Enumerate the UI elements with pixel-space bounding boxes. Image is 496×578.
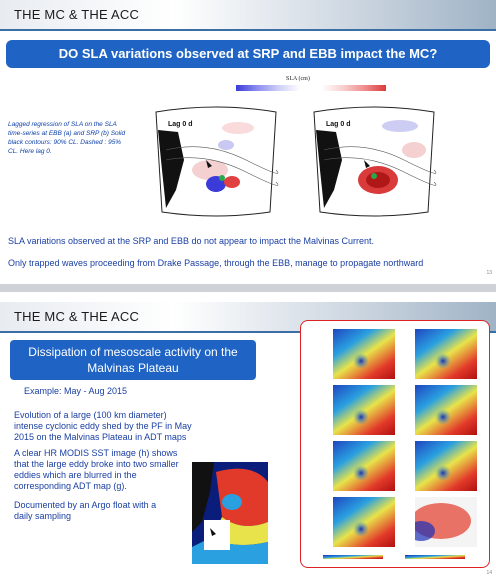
point-text-3: Documented by an Argo float with a daily sampling [14, 500, 157, 521]
page-number: 13 [486, 270, 492, 276]
slide-header-title: THE MC & THE ACC [14, 309, 140, 324]
finding-text-1: SLA variations observed at the SRP and EBB do not appear to impact the Malvinas Current. [8, 236, 375, 246]
slide-header-title: THE MC & THE ACC [14, 7, 140, 22]
question-banner: DO SLA variations observed at SRP and EBB impact the MC? [6, 40, 490, 68]
finding-text-2: Only trapped waves proceeding from Drake Passage, through the EBB, manage to propagate northward [8, 258, 424, 268]
slide-title-banner: Dissipation of mesoscale activity on the Malvinas Plateau [10, 340, 256, 380]
page-number: 14 [486, 570, 492, 576]
adt-map-grid [300, 320, 490, 568]
adt-map-panels [301, 321, 489, 567]
point-text-1: Evolution of a large (100 km diameter) intense cyclonic eddy shed by the PF in May 2015 on the Malvinas Plateau in ADT maps [14, 410, 192, 442]
example-label: Example: May - Aug 2015 [24, 386, 128, 396]
slide-divider [0, 284, 496, 292]
colorbar-gradient [236, 85, 386, 91]
sla-colorbar [236, 76, 386, 96]
modis-sst-image [192, 462, 268, 564]
slide-1 [0, 0, 496, 284]
sla-map-srp [304, 100, 444, 220]
map-b-lag-label: Lag 0 d [326, 121, 351, 128]
header-underline [0, 29, 496, 31]
sla-map-ebb [146, 100, 286, 220]
colorbar-title: SLA (cm) [286, 76, 310, 82]
map-a-lag-label: Lag 0 d [168, 121, 193, 128]
figure-caption: Lagged regression of SLA on the SLA time-series at EBB (a) and SRP (b) Solid black contours: 90% CL. Dashed : 95% CL. Here lag 0. [8, 121, 126, 155]
point-text-2: A clear HR MODIS SST image (h) shows that the large eddy broke into two smaller eddies which are blurred in the corresponding ADT map (g). [14, 448, 179, 491]
